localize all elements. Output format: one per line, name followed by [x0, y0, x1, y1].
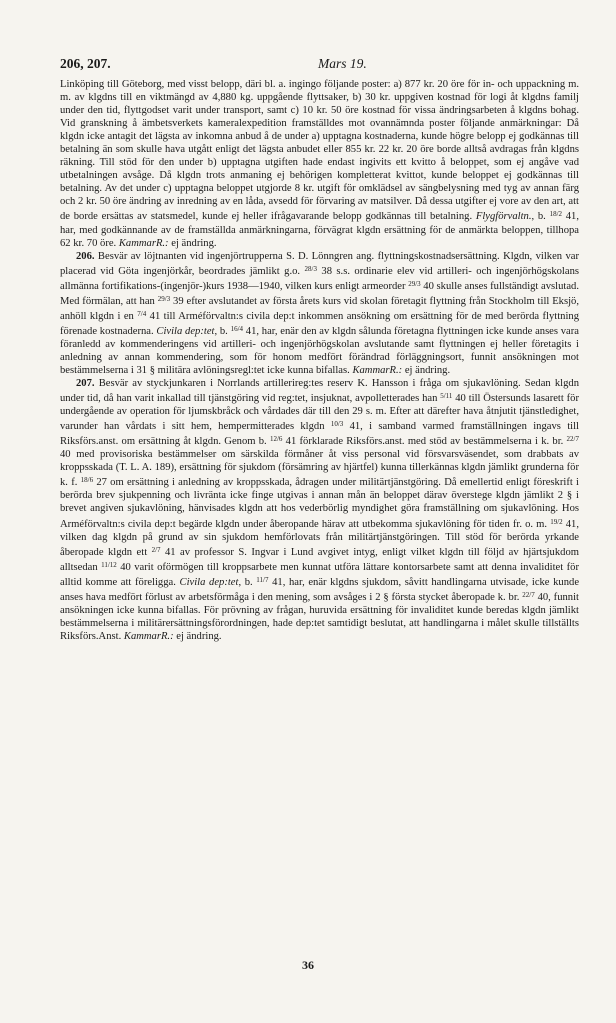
text-run: Besvär av styckjunkaren i Norrlands artillerireg:tes reserv K. Hansson i fråga om sjukavlöning. Sedan klgdn under tid, då han varit inkallad till tjänstgöring vid reg:tet, insjuknat, avpolletterades han: [60, 378, 579, 405]
text-run: 41 av professor S. Ingvar i Lund avgivet intyg, enligt vilket klgdn till följd av hjärtsjukdom alltsedan: [60, 546, 579, 573]
paragraph-continuation: [60, 78, 579, 250]
date-fraction: 18/6: [80, 476, 94, 485]
document-body: [60, 78, 579, 643]
date-fraction: 19/2: [550, 517, 563, 526]
court-reference: KammarR.:: [352, 364, 403, 376]
text-run: ej ändring.: [168, 237, 217, 249]
date-fraction: 18/2: [549, 210, 563, 219]
section-number: 207.: [76, 378, 95, 390]
date-fraction: 29/3: [408, 279, 421, 288]
court-reference: KammarR.:: [123, 630, 174, 642]
text-run: 40 till Östersunds lasarett för undergående av operation för ljumskbråck och vårdades där till den 29 s. m. Efter att därefter hava åtnjutit tjänstledighet, varunder han vårdats i sitt hem, hempermitterades klgdn: [60, 393, 580, 433]
section-number: 206.: [76, 250, 95, 262]
date-fraction: 29/3: [157, 294, 171, 303]
court-reference: KammarR.:: [118, 237, 169, 249]
text-run: 40 skulle anses fullständigt avslutad. Med förmälan, att han: [60, 280, 579, 307]
page-number: 36: [302, 958, 314, 972]
section-206: [60, 250, 579, 377]
text-run: 40, funnit ansökningen icke kunna bifallas. För prövning av frågan, huruvida ersättning för invaliditet kunde beredas klgdn jämlikt bestämmelserna i militärersättningsförordningen, hade dep:tet samtidigt beslutat, att handlingarna i målet skulle tillställts Riksförs.Anst.: [60, 591, 579, 642]
text-run: Besvär av löjtnanten vid ingenjörtrupperna S. D. Lönngren ang. flyttningskostnadsersättning. Klgdn, vilken var placerad vid Göta ingenjörkår, beordrades jämlikt g.o.: [60, 250, 579, 277]
authority-reference: Civila dep:tet: [156, 325, 215, 337]
date-fraction: 22/7: [566, 435, 579, 444]
text-run: 41, har, med godkännande av de framställda anmärkningarna, förvägrat klgdn ersättning för de anmärkta beloppen, tillhopa 62 kr. 70 öre.: [60, 211, 580, 249]
text-run: 40 med provisoriska bestämmelser om särskilda förmåner åt viss personal vid försvarsväsendet, som drabbats av kroppsskada (T. L. A. 189), ersättning för sjukdom (försämring av hjärtfel) kunna tillerkännas klgdn jämlikt grunderna för k. f.: [60, 449, 579, 489]
date-fraction: 22/7: [522, 590, 535, 599]
date-fraction: 28/3: [304, 264, 317, 273]
text-run: 41 förklarade Riksförs.anst. med stöd av bestämmelserna i k. br.: [282, 436, 567, 448]
date-fraction: 5/11: [440, 392, 453, 401]
text-run: , b.: [214, 325, 231, 337]
text-run: 39 efter avslutandet av första årets kurs vid skolan företagit flyttning från Stockholm till Eksjö, anhöll klgdn i en: [60, 295, 579, 322]
header-date: Mars 19.: [318, 56, 367, 71]
text-run: 40 varit oförmögen till kroppsarbete men kunnat utföra lättare kontorsarbete samt att denna invaliditet för alltid komme att föreligga.: [60, 561, 579, 588]
text-run: 41 till Arméförvaltn:s civila dep:t inkommen ansökning om ersättning för de med berörda flyttning förenade kostnaderna.: [60, 310, 579, 337]
text-run: ej ändring.: [402, 364, 451, 376]
text-run: 41, har, enär klgdns sjukdom, såvitt handlingarna utvisade, icke kunde anses hava medfört förlust av arbetsförmåga i den mening, som avsåges i 2 § första stycket åberopade k. br.: [60, 576, 580, 603]
text-run: Linköping till Göteborg, med visst belopp, däri bl. a. ingingo följande poster: a) 877 kr. 20 öre för in- och uppackning m. m. av klgdns till en viktmängd av 4,880 kg. uppgående flyttsaker, b) 30 kr. uppgiven kostnad för logi åt klgdns familj under den tid, flyttgodset varit under transport, samt c) 10 kr. 50 öre kostnad för vissa ändringsarbeten å klgdns bohag. Vid granskning å ämbetsverkets kameralexpedition framställdes mot ovannämnda poster följande anmärkningar: Då klgdn icke antagit det lägsta av inkomna anbud å de under a) upptagna kostnaderna, kunde högre belopp ej godkännas till betalning än som skulle hava utgått enligt det lägsta anbudet eller 855 kr. 22 kr. 20 öre borde alltså avdragas från klgdns räkning. Till stöd för den under b) upptagna utgiften hade endast ingivits ett kvitto å beloppet, som ej angåve vad utbetalningen avsåge. Då klgdn trots anmaning ej behörigen kompletterat kvittot, kunde beloppet ej godkännas till betalning. Av det under c) upptagna beloppet utgjorde 8 kr. utgift för omklädsel av sängbelysning med tyg av annan färg och 2 kr. 50 öre ändring av inredning av en låda, avsedd för förvaring av matsilver. Då dessa utgifter ej vore av den art, att de borde ersättas av statsmedel, kunde ej heller ifrågavarande belopp godkännas till betalning.: [60, 79, 579, 223]
text-run: 41, har, enär den av klgdn sålunda företagna flyttningen icke kunde anses vara föranledd av kommenderingens vid artilleri- och ingenjörhögskolan avslutande samt flyttningen ej heller företagits i anledning av annan kommendering, som för honom medfört förändrad förläggningsort, funnit ansökningen mot bestämmelserna i 31 § militära avlöningsregl:tet icke kunna bifallas.: [60, 325, 579, 376]
page-header: [60, 56, 579, 78]
authority-reference: Civila dep:tet: [179, 576, 239, 588]
text-run: 41, i samband varmed framställningen ingavs till Riksförs.anst. om ersättning åt klgdn. Genom b.: [60, 421, 579, 448]
date-fraction: 10/3: [330, 420, 344, 429]
text-run: 38 s.s. ordinarie elev vid artilleri- och ingenjörhögskolans allmänna fortifikations-(ingenjör-)kurs 1938—1940, vilken kurs enligt armeorder: [60, 265, 579, 292]
text-run: 27 om ersättning i anledning av kroppsskada, ådragen under militärtjänstgöring. Då emellertid enligt föreskrift i berörda brev sjukpenning och livränta icke finge utgivas i annan mån än beloppet därav överstege klgdn jämlikt 2 § i brevet angiven sjukavlöning, hänvisades klgdn att hos vederbörlig myndighet göra framställning om sjukavlöning. Hos Arméförvaltn:s civila dep:t begärde klgdn under åberopande härav att utbekomma sjukavlöning för tiden fr. o. m.: [60, 477, 579, 530]
date-fraction: 11/12: [101, 560, 117, 569]
date-fraction: 2/7: [151, 545, 161, 554]
text-run: , b.: [238, 576, 257, 588]
section-numbers: 206, 207.: [60, 56, 111, 71]
date-fraction: 7/4: [137, 309, 147, 318]
section-207: [60, 377, 579, 643]
text-run: 41, vilken dag klgdn på grund av sin sjukdom hemförlovats från militärtjänstgöringen. Till stöd för berörda yrkande åberopade klgdn ett: [60, 518, 579, 558]
authority-reference: Flygförvaltn.: [475, 211, 532, 223]
date-fraction: 16/4: [230, 324, 244, 333]
date-fraction: 12/6: [269, 435, 283, 444]
text-run: ej ändring.: [173, 630, 222, 642]
date-fraction: 11/7: [256, 575, 269, 584]
text-run: , b.: [531, 211, 550, 223]
